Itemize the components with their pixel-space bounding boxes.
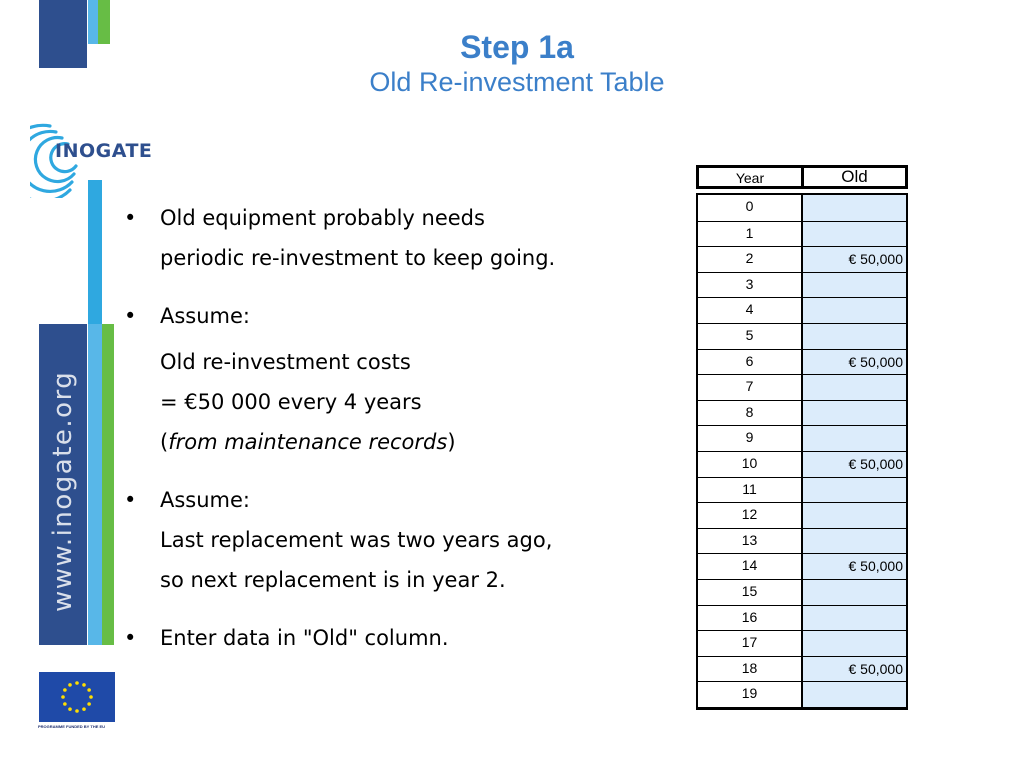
bullet-text: = €50 000 every 4 years <box>160 390 422 414</box>
old-cost-cell[interactable] <box>803 682 906 707</box>
old-cost-cell[interactable] <box>803 478 906 503</box>
year-cell: 4 <box>698 298 803 323</box>
year-cell: 7 <box>698 375 803 400</box>
year-cell: 5 <box>698 324 803 349</box>
table-row <box>698 221 906 247</box>
table-row <box>698 272 906 298</box>
year-cell: 9 <box>698 426 803 451</box>
old-cost-cell[interactable] <box>803 375 906 400</box>
table-row <box>698 451 906 477</box>
decor-bar-cyan-mid <box>88 180 102 325</box>
slide-title: Step 1a <box>460 29 574 65</box>
table-row <box>698 605 906 631</box>
year-cell: 3 <box>698 273 803 298</box>
decor-bar-green-main <box>102 324 114 645</box>
year-cell: 6 <box>698 350 803 375</box>
year-cell: 14 <box>698 554 803 579</box>
eu-funding-caption: PROGRAMME FUNDED BY THE EU <box>38 724 106 729</box>
year-cell: 11 <box>698 478 803 503</box>
bullet-item-last-replacement <box>118 480 678 600</box>
table-row <box>698 425 906 451</box>
table-row <box>698 195 906 221</box>
eu-star-icon <box>82 683 86 687</box>
old-cost-cell[interactable] <box>803 503 906 528</box>
table-row <box>698 349 906 375</box>
bullet-item-assume-costs <box>118 296 678 336</box>
old-cost-cell[interactable] <box>803 606 906 631</box>
table-row <box>698 553 906 579</box>
year-cell: 18 <box>698 657 803 682</box>
year-cell: 8 <box>698 401 803 426</box>
bullet-item-enter-data <box>118 618 678 658</box>
eu-star-icon <box>68 707 72 711</box>
old-cost-cell[interactable] <box>803 529 906 554</box>
bullet-text-source <box>160 422 678 462</box>
old-cost-cell[interactable] <box>803 222 906 247</box>
bullet-text: periodic re-investment to keep going. <box>160 246 556 270</box>
old-cost-cell[interactable]: € 50,000 <box>803 554 906 579</box>
header-old: Old <box>841 167 868 186</box>
table-row <box>698 681 906 707</box>
bullet-text: Old equipment probably needs <box>160 206 485 230</box>
old-cost-cell[interactable] <box>803 426 906 451</box>
old-cost-cell[interactable]: € 50,000 <box>803 350 906 375</box>
year-cell: 0 <box>698 195 803 221</box>
logo-wordmark: INOGATE <box>55 140 153 162</box>
year-cell: 2 <box>698 247 803 272</box>
year-cell: 1 <box>698 222 803 247</box>
bullet-text: so next replacement is in year 2. <box>160 568 506 592</box>
eu-star-icon <box>87 702 91 706</box>
table-row <box>698 656 906 682</box>
eu-star-icon <box>89 695 93 699</box>
bullet-marker: • <box>124 206 137 230</box>
paren-open: ( <box>160 430 169 454</box>
old-cost-cell[interactable] <box>803 324 906 349</box>
table-body <box>696 193 908 710</box>
table-header <box>696 165 908 189</box>
bullet-text: Old re-investment costs <box>160 350 411 374</box>
year-cell: 13 <box>698 529 803 554</box>
table-row <box>698 477 906 503</box>
old-cost-cell[interactable] <box>803 273 906 298</box>
table-row <box>698 502 906 528</box>
source-italic: from maintenance records <box>168 430 448 454</box>
decor-bar-lightblue-main <box>88 324 102 645</box>
old-cost-cell[interactable] <box>803 298 906 323</box>
old-cost-cell[interactable] <box>803 401 906 426</box>
decor-bar-navy-top <box>39 0 87 68</box>
website-url: www.inogate.org <box>48 370 78 612</box>
paren-close: ) <box>447 430 456 454</box>
bullet-text: Assume: <box>160 488 251 512</box>
old-cost-cell[interactable] <box>803 580 906 605</box>
eu-star-icon <box>63 702 67 706</box>
reinvestment-table <box>696 165 908 710</box>
bullet-marker: • <box>124 304 137 328</box>
slide-header <box>200 28 834 98</box>
eu-star-icon <box>75 681 79 685</box>
year-cell: 12 <box>698 503 803 528</box>
year-cell: 10 <box>698 452 803 477</box>
old-cost-cell[interactable] <box>803 195 906 221</box>
slide-subtitle: Old Re-investment Table <box>369 67 665 97</box>
eu-star-icon <box>75 709 79 713</box>
old-cost-cell[interactable] <box>803 631 906 656</box>
eu-star-icon <box>87 688 91 692</box>
table-row <box>698 374 906 400</box>
bullet-subtext <box>118 342 678 462</box>
bullet-text: Assume: <box>160 304 251 328</box>
decor-bar-lightblue-top <box>88 0 98 44</box>
eu-star-icon <box>68 683 72 687</box>
table-row <box>698 630 906 656</box>
old-cost-cell[interactable]: € 50,000 <box>803 452 906 477</box>
eu-star-icon <box>61 695 65 699</box>
table-row <box>698 579 906 605</box>
year-cell: 15 <box>698 580 803 605</box>
eu-star-icon <box>63 688 67 692</box>
table-row <box>698 323 906 349</box>
eu-flag-icon <box>39 672 115 722</box>
year-cell: 17 <box>698 631 803 656</box>
header-year: Year <box>699 168 804 186</box>
decor-bar-green-top <box>98 0 110 44</box>
eu-star-icon <box>82 707 86 711</box>
bullet-list <box>118 198 678 658</box>
table-row <box>698 297 906 323</box>
year-cell: 16 <box>698 606 803 631</box>
year-cell: 19 <box>698 682 803 707</box>
bullet-marker: • <box>124 488 137 512</box>
old-cost-cell[interactable]: € 50,000 <box>803 657 906 682</box>
table-row <box>698 528 906 554</box>
table-row <box>698 246 906 272</box>
bullet-text: Enter data in "Old" column. <box>160 626 449 650</box>
table-row <box>698 400 906 426</box>
old-cost-cell[interactable]: € 50,000 <box>803 247 906 272</box>
bullet-marker: • <box>124 626 137 650</box>
bullet-text: Last replacement was two years ago, <box>160 528 553 552</box>
bullet-item-equipment <box>118 198 678 278</box>
